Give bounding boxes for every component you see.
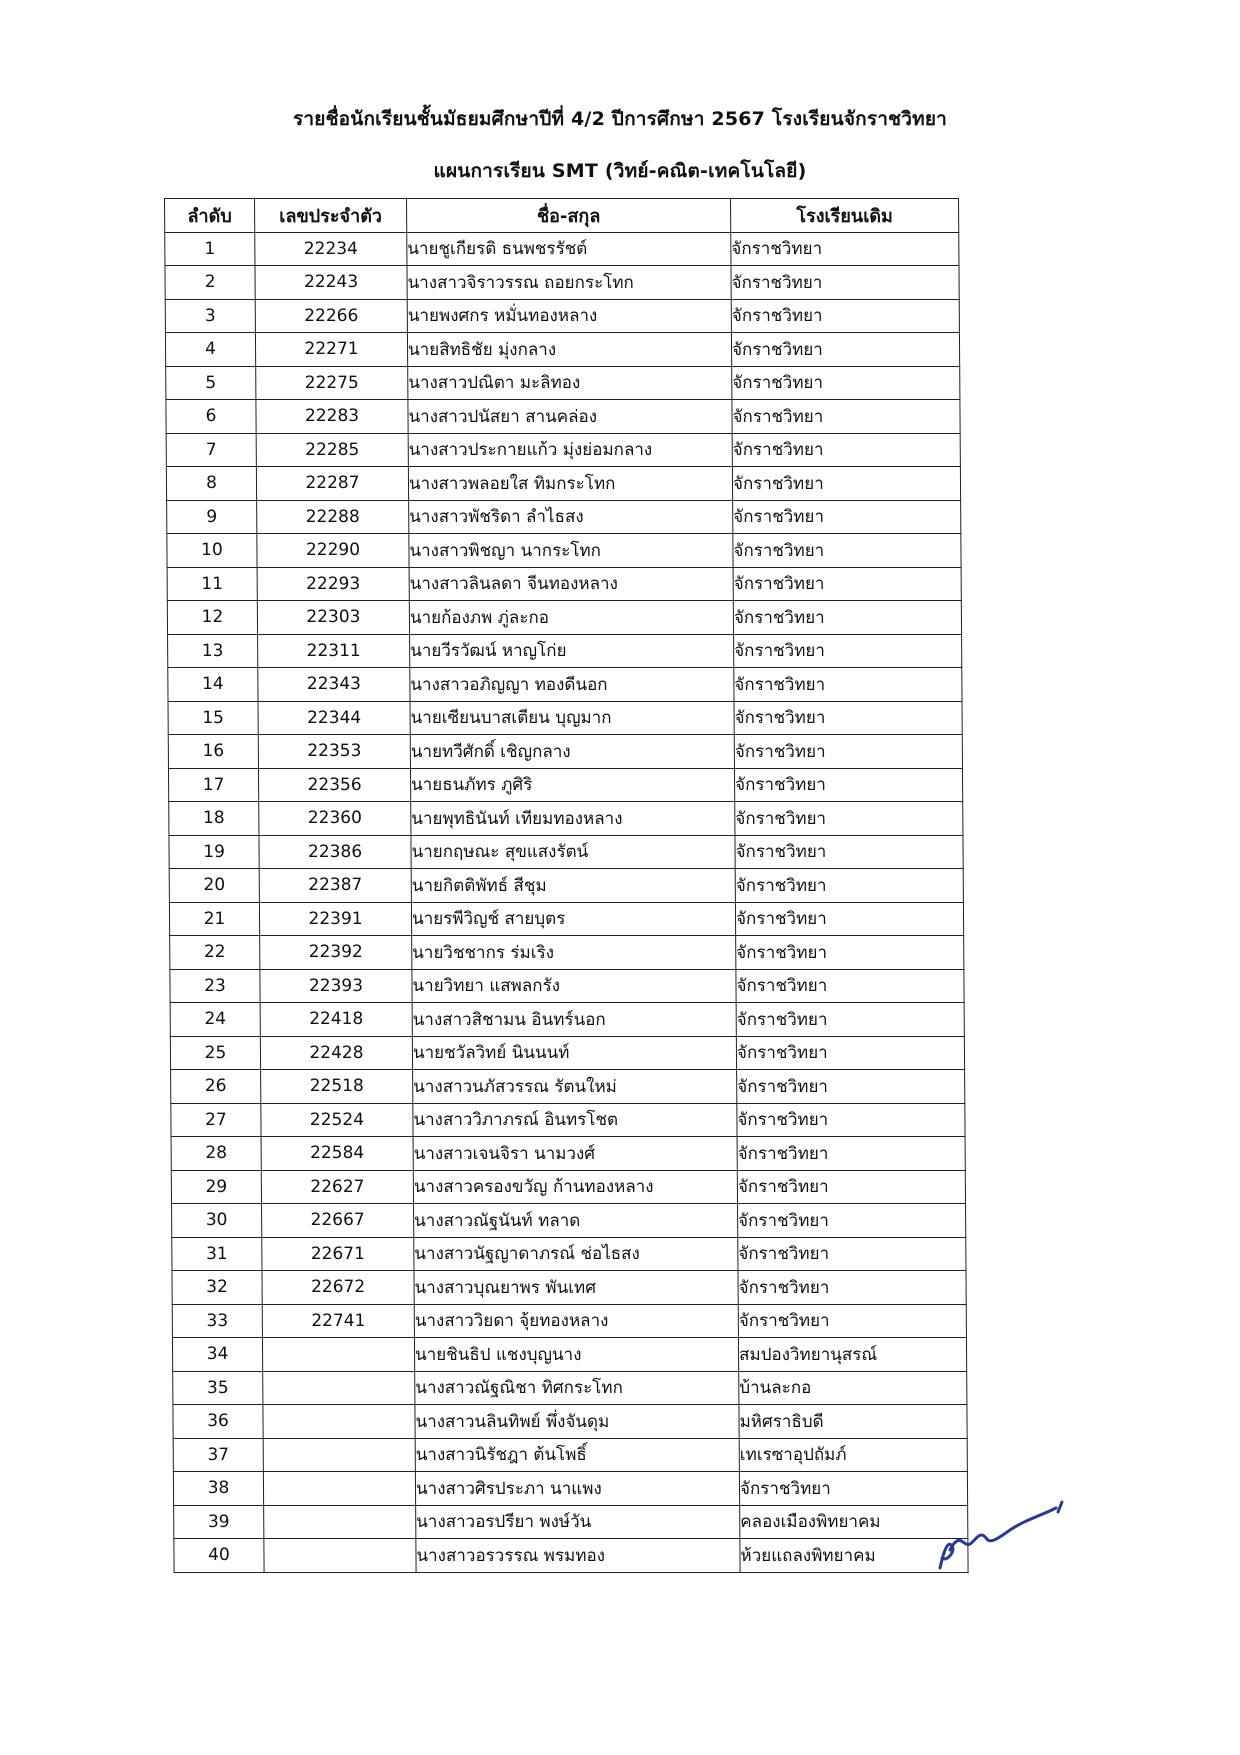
- row-student-id: 22356: [258, 768, 410, 802]
- row-previous-school: จักราชวิทยา: [736, 936, 964, 970]
- row-previous-school: จักราชวิทยา: [731, 299, 959, 333]
- row-previous-school: คลองเมืองพิทยาคม: [740, 1505, 968, 1539]
- row-order: 30: [172, 1204, 262, 1238]
- row-full-name: นางสาวพลอยใส ทิมกระโทก: [408, 467, 732, 501]
- row-full-name: นายวิชชากร ร่มเริง: [412, 936, 736, 970]
- row-student-id: 22393: [260, 969, 412, 1003]
- row-student-id: 22266: [255, 299, 407, 333]
- row-order: 14: [168, 668, 258, 702]
- row-order: 38: [173, 1472, 263, 1506]
- row-full-name: นายกิตติพัทธ์ สีชุม: [411, 869, 735, 903]
- student-roster-table: [164, 198, 969, 1573]
- row-previous-school: จักราชวิทยา: [736, 1003, 964, 1037]
- table-row: [172, 1304, 966, 1338]
- row-full-name: นางสาวอภิญญา ทองดีนอก: [410, 668, 734, 702]
- table-row: [170, 969, 964, 1003]
- row-student-id: [263, 1405, 415, 1439]
- row-full-name: นางสาวนลินทิพย์ พึ่งจันดุม: [415, 1405, 739, 1439]
- table-row: [173, 1405, 967, 1439]
- row-order: 15: [168, 701, 258, 735]
- row-previous-school: จักราชวิทยา: [738, 1271, 966, 1305]
- row-full-name: นายรพีวิญช์ สายบุตร: [411, 902, 735, 936]
- row-previous-school: จักราชวิทยา: [734, 668, 962, 702]
- row-previous-school: จักราชวิทยา: [738, 1204, 966, 1238]
- row-full-name: นางสาวบุณยาพร พันเทศ: [414, 1271, 738, 1305]
- table-row: [170, 936, 964, 970]
- row-order: 16: [168, 735, 258, 769]
- table-row: [174, 1505, 968, 1539]
- row-full-name: นายเซียนบาสเตียน บุญมาก: [410, 701, 734, 735]
- table-header-row: [165, 199, 959, 233]
- table-row: [171, 1103, 965, 1137]
- row-previous-school: จักราชวิทยา: [733, 601, 961, 635]
- column-header-order: ลำดับ: [165, 199, 255, 233]
- row-student-id: 22391: [259, 902, 411, 936]
- row-full-name: นายก้องภพ ภู่ละกอ: [409, 601, 733, 635]
- row-student-id: [263, 1438, 415, 1472]
- row-full-name: นายทวีศักดิ์ เชิญกลาง: [410, 735, 734, 769]
- row-student-id: 22290: [257, 534, 409, 568]
- row-previous-school: จักราชวิทยา: [737, 1170, 965, 1204]
- row-previous-school: จักราชวิทยา: [731, 232, 959, 266]
- column-header-student-id: เลขประจำตัว: [255, 199, 407, 233]
- row-full-name: นายวีรวัฒน์ หาญโก่ย: [410, 634, 734, 668]
- row-full-name: นางสาวพิชญา นากระโทก: [409, 534, 733, 568]
- row-order: 13: [168, 634, 258, 668]
- row-student-id: 22343: [258, 668, 410, 702]
- row-order: 2: [165, 266, 255, 300]
- row-order: 34: [172, 1338, 262, 1372]
- table-row: [174, 1539, 968, 1573]
- row-order: 12: [167, 601, 257, 635]
- row-full-name: นางสาวศิรประภา นาแพง: [415, 1472, 739, 1506]
- row-student-id: 22392: [260, 936, 412, 970]
- table-row: [168, 668, 962, 702]
- row-previous-school: จักราชวิทยา: [735, 869, 963, 903]
- column-header-previous-school: โรงเรียนเดิม: [731, 199, 959, 233]
- row-student-id: 22741: [262, 1304, 414, 1338]
- row-student-id: 22303: [257, 601, 409, 635]
- table-row: [170, 1036, 964, 1070]
- table-row: [168, 701, 962, 735]
- row-full-name: นายพงศกร หมั่นทองหลาง: [407, 299, 731, 333]
- document-title: รายชื่อนักเรียนชั้นมัธยมศึกษาปีที่ 4/2 ปีการศึกษา 2567 โรงเรียนจักราชวิทยา: [292, 108, 948, 130]
- row-order: 31: [172, 1237, 262, 1271]
- row-student-id: [263, 1472, 415, 1506]
- row-student-id: 22283: [256, 400, 408, 434]
- row-order: 23: [170, 969, 260, 1003]
- row-order: 26: [171, 1070, 261, 1104]
- row-student-id: 22428: [260, 1036, 412, 1070]
- row-order: 37: [173, 1438, 263, 1472]
- row-previous-school: จักราชวิทยา: [733, 567, 961, 601]
- row-student-id: [263, 1371, 415, 1405]
- row-student-id: 22311: [258, 634, 410, 668]
- row-full-name: นางสาวณัฐนันท์ ทลาด: [414, 1204, 738, 1238]
- table-row: [166, 467, 960, 501]
- row-order: 28: [171, 1137, 261, 1171]
- row-order: 25: [170, 1036, 260, 1070]
- row-order: 10: [167, 534, 257, 568]
- row-full-name: นางสาวนภัสวรรณ รัตนใหม่: [413, 1070, 737, 1104]
- row-student-id: [264, 1505, 416, 1539]
- table-row: [172, 1338, 966, 1372]
- row-order: 39: [174, 1505, 264, 1539]
- row-order: 9: [167, 500, 257, 534]
- row-previous-school: จักราชวิทยา: [736, 969, 964, 1003]
- row-previous-school: จักราชวิทยา: [732, 467, 960, 501]
- document-subtitle: แผนการเรียน SMT (วิทย์-คณิต-เทคโนโลยี): [433, 160, 807, 182]
- table-body: [165, 232, 968, 1572]
- table-row: [167, 534, 961, 568]
- row-order: 36: [173, 1405, 263, 1439]
- row-order: 18: [169, 802, 259, 836]
- row-previous-school: จักราชวิทยา: [731, 266, 959, 300]
- column-header-full-name: ชื่อ-สกุล: [407, 199, 731, 233]
- row-student-id: [262, 1338, 414, 1372]
- row-full-name: นายสิทธิชัย มุ่งกลาง: [407, 333, 731, 367]
- row-full-name: นายชินธิป แชงบุญนาง: [414, 1338, 738, 1372]
- row-student-id: 22271: [255, 333, 407, 367]
- row-order: 11: [167, 567, 257, 601]
- row-student-id: 22418: [260, 1003, 412, 1037]
- table-row: [165, 266, 959, 300]
- table-row: [165, 232, 959, 266]
- row-order: 8: [166, 467, 256, 501]
- row-full-name: นางสาวณัฐณิชา ทิศกระโทก: [415, 1371, 739, 1405]
- row-student-id: 22387: [259, 869, 411, 903]
- table-row: [171, 1070, 965, 1104]
- row-order: 35: [173, 1371, 263, 1405]
- row-full-name: นางสาวอรปรียา พงษ์วัน: [416, 1505, 740, 1539]
- row-previous-school: จักราชวิทยา: [738, 1304, 966, 1338]
- table-row: [169, 802, 963, 836]
- row-student-id: 22518: [261, 1070, 413, 1104]
- row-previous-school: จักราชวิทยา: [734, 735, 962, 769]
- row-student-id: 22353: [258, 735, 410, 769]
- row-previous-school: จักราชวิทยา: [734, 768, 962, 802]
- table-row: [171, 1137, 965, 1171]
- table-row: [168, 735, 962, 769]
- row-order: 29: [171, 1170, 261, 1204]
- row-full-name: นายชูเกียรติ ธนพชรรัชต์: [407, 232, 731, 266]
- row-previous-school: จักราชวิทยา: [737, 1070, 965, 1104]
- row-student-id: 22293: [257, 567, 409, 601]
- row-previous-school: จักราชวิทยา: [735, 802, 963, 836]
- row-order: 3: [165, 299, 255, 333]
- row-previous-school: จักราชวิทยา: [735, 902, 963, 936]
- row-previous-school: จักราชวิทยา: [733, 534, 961, 568]
- table-row: [170, 1003, 964, 1037]
- row-student-id: 22275: [256, 366, 408, 400]
- row-full-name: นางสาวประกายแก้ว มุ่งย่อมกลาง: [408, 433, 732, 467]
- row-previous-school: จักราชวิทยา: [736, 1036, 964, 1070]
- row-student-id: 22672: [262, 1271, 414, 1305]
- row-previous-school: จักราชวิทยา: [737, 1103, 965, 1137]
- row-order: 33: [172, 1304, 262, 1338]
- row-order: 6: [166, 400, 256, 434]
- table-row: [172, 1204, 966, 1238]
- table-row: [169, 902, 963, 936]
- row-student-id: [264, 1539, 416, 1573]
- row-previous-school: สมปองวิทยานุสรณ์: [738, 1338, 966, 1372]
- row-order: 32: [172, 1271, 262, 1305]
- row-full-name: นายกฤษณะ สุขแสงรัตน์: [411, 835, 735, 869]
- row-full-name: นางสาววิภาภรณ์ อินทรโชต: [413, 1103, 737, 1137]
- table-row: [172, 1271, 966, 1305]
- row-order: 22: [170, 936, 260, 970]
- row-order: 4: [165, 333, 255, 367]
- table-row: [172, 1237, 966, 1271]
- row-student-id: 22584: [261, 1137, 413, 1171]
- table-row: [166, 366, 960, 400]
- row-full-name: นางสาวสิชามน อินทร์นอก: [412, 1003, 736, 1037]
- row-previous-school: จักราชวิทยา: [734, 634, 962, 668]
- handwritten-signature: [930, 1500, 1070, 1580]
- table-row: [173, 1371, 967, 1405]
- table-row: [166, 433, 960, 467]
- row-previous-school: จักราชวิทยา: [732, 433, 960, 467]
- table-row: [165, 299, 959, 333]
- row-previous-school: จักราชวิทยา: [732, 400, 960, 434]
- row-student-id: 22285: [256, 433, 408, 467]
- row-student-id: 22288: [257, 500, 409, 534]
- row-previous-school: จักราชวิทยา: [738, 1237, 966, 1271]
- row-full-name: นางสาวนัฐญาดาภรณ์ ช่อไธสง: [414, 1237, 738, 1271]
- table-row: [168, 634, 962, 668]
- row-full-name: นางสาวปณิตา มะลิทอง: [408, 366, 732, 400]
- row-student-id: 22344: [258, 701, 410, 735]
- row-full-name: นางสาวปนัสยา สานคล่อง: [408, 400, 732, 434]
- row-full-name: นายธนภัทร ภูศิริ: [410, 768, 734, 802]
- row-previous-school: จักราชวิทยา: [731, 333, 959, 367]
- row-full-name: นางสาวจิราวรรณ ถอยกระโทก: [407, 266, 731, 300]
- row-student-id: 22667: [262, 1204, 414, 1238]
- row-full-name: นายวิทยา แสพลกรัง: [412, 969, 736, 1003]
- row-order: 1: [165, 232, 255, 266]
- row-order: 17: [168, 768, 258, 802]
- row-student-id: 22627: [261, 1170, 413, 1204]
- table-row: [171, 1170, 965, 1204]
- table-row: [168, 768, 962, 802]
- row-full-name: นางสาวพัชริดา ลำไธสง: [409, 500, 733, 534]
- row-order: 5: [166, 366, 256, 400]
- table-row: [166, 400, 960, 434]
- row-previous-school: เทเรซาอุปถัมภ์: [739, 1438, 967, 1472]
- row-student-id: 22360: [259, 802, 411, 836]
- row-previous-school: จักราชวิทยา: [732, 366, 960, 400]
- row-previous-school: จักราชวิทยา: [734, 701, 962, 735]
- row-order: 40: [174, 1539, 264, 1573]
- table-row: [167, 500, 961, 534]
- row-student-id: 22243: [255, 266, 407, 300]
- row-student-id: 22386: [259, 835, 411, 869]
- row-full-name: นายพุทธินันท์ เทียมทองหลาง: [411, 802, 735, 836]
- row-previous-school: มหิศราธิบดี: [739, 1405, 967, 1439]
- row-full-name: นางสาวลินลดา จีนทองหลาง: [409, 567, 733, 601]
- row-full-name: นางสาวนิรัชฎา ต้นโพธิ์: [415, 1438, 739, 1472]
- row-order: 21: [169, 902, 259, 936]
- row-order: 19: [169, 835, 259, 869]
- row-full-name: นางสาวครองขวัญ ก้านทองหลาง: [413, 1170, 737, 1204]
- row-previous-school: ห้วยแถลงพิทยาคม: [740, 1539, 968, 1573]
- row-previous-school: บ้านละกอ: [739, 1371, 967, 1405]
- row-previous-school: จักราชวิทยา: [733, 500, 961, 534]
- row-full-name: นางสาววิยดา จุ้ยทองหลาง: [414, 1304, 738, 1338]
- table-row: [173, 1472, 967, 1506]
- table-row: [169, 869, 963, 903]
- row-student-id: 22524: [261, 1103, 413, 1137]
- row-student-id: 22234: [255, 232, 407, 266]
- row-student-id: 22671: [262, 1237, 414, 1271]
- row-student-id: 22287: [256, 467, 408, 501]
- table-row: [165, 333, 959, 367]
- table-row: [169, 835, 963, 869]
- row-previous-school: จักราชวิทยา: [737, 1137, 965, 1171]
- row-full-name: นางสาวเจนจิรา นามวงศ์: [413, 1137, 737, 1171]
- row-order: 7: [166, 433, 256, 467]
- row-order: 27: [171, 1103, 261, 1137]
- row-order: 20: [169, 869, 259, 903]
- table-row: [167, 567, 961, 601]
- table-row: [167, 601, 961, 635]
- row-order: 24: [170, 1003, 260, 1037]
- row-previous-school: จักราชวิทยา: [735, 835, 963, 869]
- row-previous-school: จักราชวิทยา: [739, 1472, 967, 1506]
- row-full-name: นางสาวอรวรรณ พรมทอง: [416, 1539, 740, 1573]
- row-full-name: นายชวัลวิทย์ นินนนท์: [412, 1036, 736, 1070]
- table-row: [173, 1438, 967, 1472]
